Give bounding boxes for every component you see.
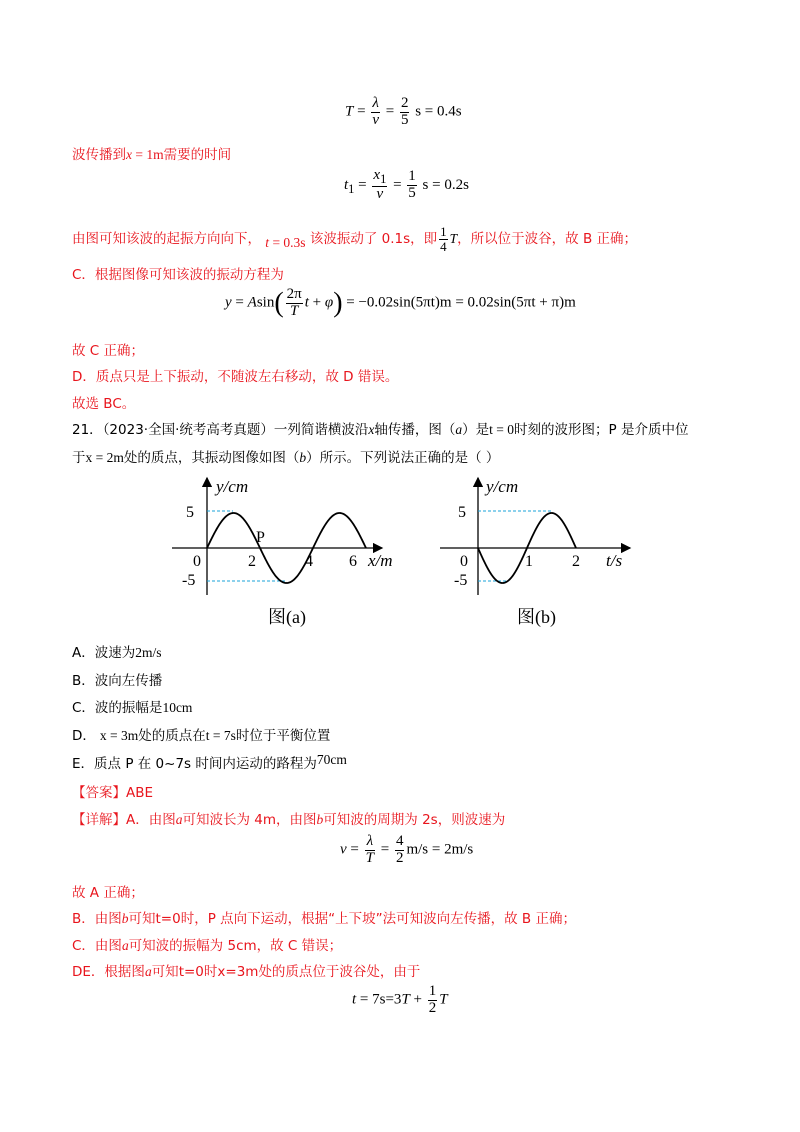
eq-func: sin bbox=[256, 294, 275, 311]
text-line-c2 bbox=[72, 934, 342, 954]
point-p-label: P bbox=[256, 529, 265, 546]
text-line-c: C．根据图像可知该波的振动方程为 bbox=[72, 267, 284, 283]
eq-num: 2π bbox=[286, 286, 302, 302]
figure-caption: 图(a) bbox=[268, 607, 306, 627]
text-seg: ，所以位于波谷，故 B 正确； bbox=[457, 231, 638, 248]
question-21-line1 bbox=[72, 418, 688, 438]
math-var: a bbox=[144, 964, 152, 979]
eq-den: v bbox=[372, 111, 379, 128]
eq-var: v bbox=[340, 841, 347, 858]
tick-label: 2 bbox=[248, 553, 256, 570]
equation-speed bbox=[340, 834, 473, 867]
math-var: b bbox=[121, 911, 129, 926]
text-seg: A．由图 bbox=[126, 812, 176, 828]
text-seg: 可知波的周期为 2s，则波速为 bbox=[323, 812, 506, 828]
math-var: x bbox=[126, 147, 132, 162]
text-seg: 可知波的振幅为 5cm，故 C 错误； bbox=[128, 938, 343, 954]
math-var: a bbox=[175, 812, 183, 827]
detail-line-a bbox=[72, 808, 505, 828]
text-line-direction bbox=[72, 225, 637, 253]
question-source: （2023·全国·统考高考真题） bbox=[102, 422, 274, 438]
math-val: x = 2m bbox=[85, 450, 124, 465]
text-seg: 时刻的波形图；P 是介质中位 bbox=[514, 422, 689, 438]
text-seg: DE．根据图 bbox=[72, 964, 145, 980]
eq-num: 1 bbox=[440, 224, 447, 239]
math-val: = 0.3s bbox=[269, 235, 306, 251]
eq-num: λ bbox=[372, 95, 379, 111]
option-value: 2m/s bbox=[135, 645, 162, 660]
text-seg: B．由图 bbox=[72, 911, 122, 927]
text-seg: 处的质点，其振动图像如图（ bbox=[123, 450, 300, 466]
option-text: A．波速为 bbox=[72, 645, 136, 661]
eq-rhs: m/s = 2m/s bbox=[406, 841, 474, 858]
tick-label: 2 bbox=[572, 553, 580, 570]
eq-var: t bbox=[352, 991, 357, 1008]
equation-period bbox=[345, 96, 462, 129]
math-var: a bbox=[455, 422, 463, 437]
eq-var: T bbox=[401, 991, 410, 1008]
question-number: 21． bbox=[72, 422, 103, 438]
text-seg: ）是 bbox=[462, 422, 490, 438]
eq-sign: = bbox=[357, 103, 366, 120]
eq-sub: 1 bbox=[348, 181, 355, 196]
text-seg: 处的质点位于波谷处，由于 bbox=[258, 964, 421, 980]
tick-label: 5 bbox=[458, 504, 466, 521]
eq-den: T bbox=[290, 302, 299, 319]
option-text: E．质点 P 在 0~7s 时间内运动的路程为 bbox=[72, 756, 317, 772]
y-axis-label bbox=[214, 477, 248, 496]
wave-figures bbox=[160, 470, 640, 635]
option-c bbox=[72, 696, 192, 716]
option-b: B．波向左传播 bbox=[72, 673, 163, 689]
math-val: x=3m bbox=[217, 964, 259, 980]
text-seg: 时 bbox=[203, 964, 218, 980]
eq-den: 5 bbox=[408, 184, 416, 201]
text-line-b bbox=[72, 907, 576, 927]
eq-sign: = bbox=[385, 103, 395, 120]
math-val: t = 0 bbox=[489, 422, 515, 437]
eq-rhs: = −0.02sin(5πt)m = 0.02sin(5πt + π)m bbox=[342, 294, 576, 311]
text-seg: ）所示。下列说法正确的是（ ） bbox=[306, 450, 500, 466]
tick-label: -5 bbox=[182, 572, 196, 589]
eq-den: 2 bbox=[395, 849, 404, 866]
equation-vibration: y = Asin( $\frac{2\pi}{T}$ t + φ) = −0.02sin(5πt)m = 0.02sin(5πt + π)m bbox=[225, 286, 576, 319]
tick-label: 1 bbox=[525, 553, 533, 570]
x-axis-label: t/s bbox=[606, 551, 623, 570]
eq-var: y bbox=[225, 294, 232, 311]
eq-sign: = bbox=[346, 841, 363, 858]
y-axis-label: y/cm bbox=[486, 477, 519, 496]
eq-var: t bbox=[344, 176, 349, 193]
tick-label: 4 bbox=[305, 553, 313, 570]
text-line-de bbox=[72, 960, 420, 980]
eq-den: 5 bbox=[400, 111, 409, 128]
math-val: = 1m bbox=[132, 147, 164, 162]
eq-num: λ bbox=[366, 833, 374, 849]
text-line-c-ok: 故 C 正确； bbox=[72, 343, 145, 359]
figure-caption: 图(b) bbox=[517, 607, 556, 627]
tick-label: 6 bbox=[349, 553, 357, 570]
answer-line: 【答案】ABE bbox=[72, 785, 154, 801]
eq-var: T bbox=[345, 103, 354, 120]
text-line-reach bbox=[72, 143, 231, 163]
math-val: t=0 bbox=[178, 964, 204, 980]
eq-rhs: = 7s=3 bbox=[356, 991, 402, 1008]
eq-num: 2 bbox=[400, 95, 409, 111]
option-text: 时位于平衡位置 bbox=[235, 728, 331, 744]
math-var: T bbox=[449, 231, 458, 247]
math-var: x bbox=[368, 422, 375, 437]
eq-var: φ bbox=[324, 294, 334, 311]
detail-label: 【详解】 bbox=[72, 812, 126, 828]
option-d: D． x = 3m处的质点在t = 7s时位于平衡位置 bbox=[72, 728, 331, 744]
eq-num: 1 bbox=[428, 983, 437, 999]
text-seg: 该波振动了 0.1s，即 bbox=[309, 231, 438, 248]
text-seg: 可知 bbox=[151, 964, 179, 980]
eq-sub: 1 bbox=[380, 172, 387, 186]
tick-label: 0 bbox=[460, 553, 468, 570]
eq-sign: = bbox=[358, 176, 367, 193]
text-line-a-ok: 故 A 正确； bbox=[72, 885, 144, 901]
equation-time bbox=[352, 984, 448, 1017]
eq-den: 4 bbox=[440, 238, 447, 254]
text-seg: 需要的时间 bbox=[163, 147, 232, 163]
math-var: a bbox=[121, 938, 129, 953]
option-value: x = 3m bbox=[99, 728, 139, 743]
text-seg: 一列简谐横波沿 bbox=[273, 422, 369, 438]
eq-num: 1 bbox=[408, 168, 416, 185]
option-a bbox=[72, 641, 162, 661]
math-var: b bbox=[316, 812, 324, 827]
eq-sign: + bbox=[308, 294, 325, 311]
text-seg: 波传播到 bbox=[72, 147, 126, 163]
option-value: t = 7s bbox=[205, 728, 236, 743]
text-seg: 可知 bbox=[128, 911, 156, 927]
eq-rhs: s = 0.2s bbox=[422, 176, 469, 193]
option-text: C．波的振幅是 bbox=[72, 700, 163, 716]
math-val: t=0 bbox=[155, 911, 181, 927]
label-text: y/cm bbox=[216, 477, 249, 496]
x-axis-label: x/m bbox=[368, 551, 393, 570]
tick-label: 0 bbox=[193, 553, 201, 570]
eq-var: A bbox=[247, 294, 257, 311]
text-seg: 时，P 点向下运动，根据“上下坡”法可知波向左传播，故 B 正确； bbox=[180, 911, 576, 927]
text-seg: 轴传播，图（ bbox=[374, 422, 456, 438]
eq-den: v bbox=[376, 186, 384, 203]
eq-den: T bbox=[365, 849, 374, 866]
option-value: 70cm bbox=[316, 752, 347, 767]
text-seg: 由图可知该波的起振方向向下， bbox=[72, 231, 261, 248]
text-seg: 于 bbox=[72, 450, 86, 466]
math-var: t bbox=[265, 235, 270, 251]
figure-a bbox=[172, 477, 393, 628]
eq-num: x bbox=[373, 167, 381, 183]
tick-label: 5 bbox=[186, 504, 194, 521]
eq-num: 4 bbox=[395, 833, 404, 849]
text-line-d: D．质点只是上下振动，不随波左右移动，故 D 错误。 bbox=[72, 369, 399, 385]
text-seg: C．由图 bbox=[72, 938, 122, 954]
figure-b bbox=[440, 477, 630, 628]
text-seg: 可知波长为 4m，由图 bbox=[182, 812, 317, 828]
equation-t1 bbox=[344, 168, 469, 203]
text-line-choose: 故选 BC。 bbox=[72, 396, 136, 412]
question-21-line2 bbox=[72, 446, 499, 466]
eq-var: t bbox=[304, 294, 309, 311]
option-text: 处的质点在 bbox=[138, 728, 206, 744]
math-var: b bbox=[299, 450, 307, 465]
eq-sign: = bbox=[231, 294, 248, 311]
eq-sign: = bbox=[393, 176, 402, 193]
eq-var: T bbox=[439, 991, 448, 1008]
eq-rhs: s = 0.4s bbox=[415, 103, 462, 120]
tick-label: -5 bbox=[454, 572, 468, 589]
option-e bbox=[72, 752, 347, 772]
option-value: 10cm bbox=[162, 700, 193, 715]
eq-den: 2 bbox=[428, 999, 437, 1016]
eq-sign: = bbox=[376, 841, 393, 858]
eq-sign: + bbox=[409, 991, 426, 1008]
